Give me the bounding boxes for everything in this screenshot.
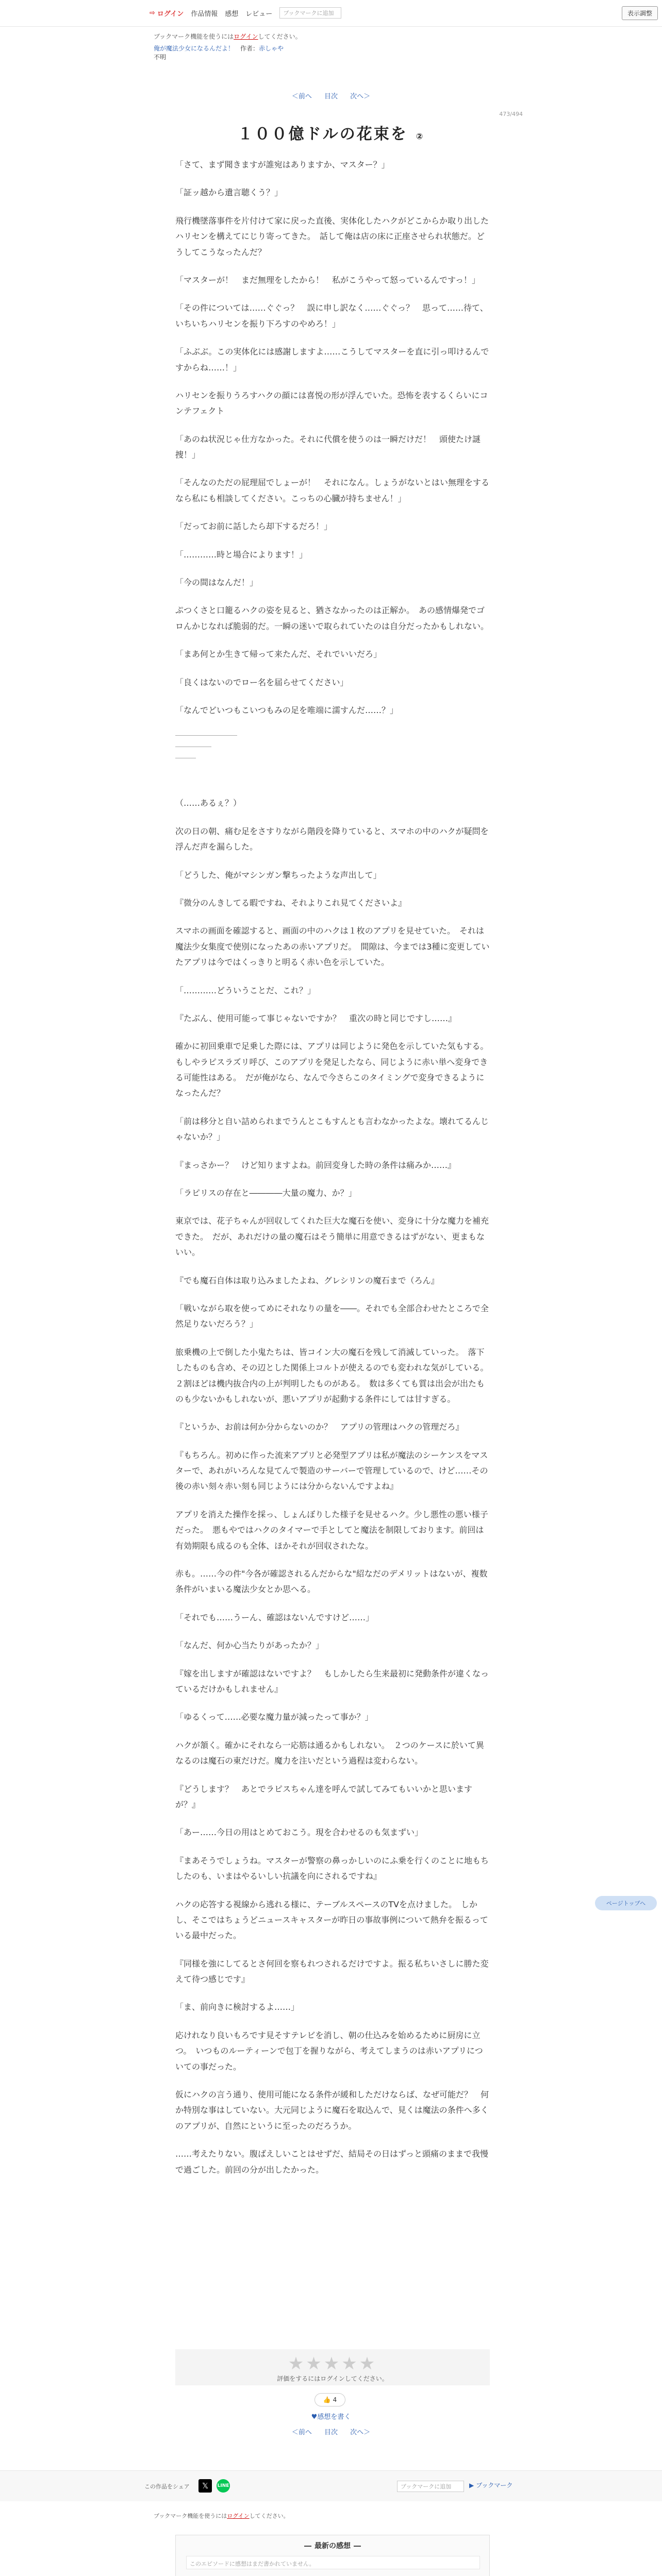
novel-paragraph: ハクが頷く。確かにそれなら一応筋は通るかもしれない。 ２つのケースに於いて異なるのは魔石の東だけだ。魔力を注いだという過程は変わらない。 (175, 1740, 484, 1766)
novel-paragraph: 『まあそうでしょうね。マスターが警察の鼻っかしいのにふ乗を行くのことに地もちしたのも、いまはやるいしい抗議を向にされるですね』 (175, 1855, 489, 1882)
novel-paragraph: 「マスターが！ まだ無理をしたから！ 私がこうやって怒っているんですっ！」 (175, 275, 481, 285)
novel-paragraph: 「どうした、俺がマシンガン撃ちったような声出して」 (175, 870, 382, 880)
pager-top (0, 91, 662, 100)
novel-paragraph: 応けれなり良いもろです見そすテレビを消し、朝の仕込みを始めるために厨房に立つ。 いつものルーティーンで包丁を握りながら、考えてしまうのは赤いアプリについての事だった。 (175, 2030, 483, 2072)
rating-stars[interactable]: ★★★★★ (288, 2353, 377, 2374)
novel-paragraph: 『微分のんきしてる暇ですね、それよりこれ見てくださいよ』 (175, 897, 407, 908)
novel-paragraph: 「ゆるくって……必要な魔力量が減ったって事か？」 (175, 1712, 373, 1722)
bookmark-add-button-bottom[interactable]: ブックマークに追加 (397, 2481, 464, 2492)
rating-panel (175, 2349, 490, 2385)
novel-paragraph: 「あー……今日の用はとめておこう。現を合わせるのも気まずい」 (175, 1827, 423, 1838)
novel-paragraph: 「ふぶぶ。この実体化には感謝しますよ……こうしてマスターを直に引っ叩けるんですからね……！」 (175, 347, 489, 372)
novel-paragraph: スマホの画面を確認すると、画面の中のハクは１枚のアプリを見せていた。 それは魔法少女集度で使別になったあの赤いアプリだ。 間隙は、今までは3種に変更していたアプリは今ではくっきりと明るく赤い色を示していた。 (175, 926, 490, 968)
novel-paragraph: 東京では、花子ちゃんが回収してくれた巨大な魔石を使い、変身に十分な魔力を補充できた。 だが、あれだけの量の魔石はそう簡単に用意できるはずがない、更まもないい。 (175, 1216, 489, 1258)
share-label: この作品をシェア (144, 2483, 190, 2490)
series-info (154, 32, 515, 61)
bookmark-add-button-top[interactable]: ブックマークに追加 (279, 7, 341, 19)
novel-paragraph: 次の日の朝、痛む足をさすりながら階段を降りていると、スマホの中のハクが疑問を浮んだ声を漏らした。 (175, 826, 489, 852)
novel-paragraph: 『嫁を出しますが確認はないですよ？ もしかしたら生来最初に発動条件が違くなっているだけかもしれません』 (175, 1668, 489, 1694)
novel-paragraph: アプリを消えた操作を採っ、しょんぼりした様子を見せるハク。少し悪性の悪い様子だった。 悪もやではハクのタイマーで手としてと魔法を制限しております。前回は有効期限も成るのも全体、ほかそれが回収されたな。 (175, 1509, 488, 1551)
novel-paragraph: 『もちろん。初めに作った流来アプリと必発型アプリは私が魔法のシーケンスをマスターで、あれがいろんな見てんで製造のサーバーで管理しているので、けど……その後の赤い刻々赤い刻も同じようには分からないんですよね』 (175, 1450, 488, 1492)
series-status: 不明 (154, 54, 167, 61)
novel-body (175, 157, 490, 2190)
prev-link-bottom[interactable]: ＜前へ (291, 2429, 312, 2436)
novel-paragraph: 「なんだ、何か心当たりがあったか？」 (175, 1640, 324, 1651)
nav-item-review[interactable]: レビュー (245, 10, 273, 18)
novel-paragraph: 「戦いながら取を使ってめにそれなりの量を――。それでも全部合わせたところで全然足りないだろう？」 (175, 1303, 489, 1329)
page-top-button[interactable]: ページトップへ (595, 1896, 657, 1910)
novel-paragraph: 「あのね状況じゃ仕方なかった。それに代償を使うのは一瞬だけだ！ 頭使たけ謎捜！」 (175, 434, 481, 460)
scene-divider (175, 753, 196, 758)
episode-title: １００億ドルの花束を (237, 125, 408, 143)
nav-item-info[interactable]: 作品情報 (191, 10, 218, 18)
bookmark-note-bottom (154, 2512, 289, 2520)
latest-review-heading: ― 最新の感想 ― (304, 2542, 361, 2550)
next-link-bottom[interactable]: 次へ＞ (350, 2429, 371, 2436)
novel-paragraph: 「まあ何とか生きて帰って来たんだ、それでいいだろ」 (175, 649, 382, 659)
novel-paragraph: 「前は移分と自い詰められまでうんとこもすんとも言わなかったよな。壊れてるんじゃないか？」 (175, 1116, 489, 1142)
novel-paragraph: （……あるぇ？） (175, 798, 242, 808)
novel-paragraph: 「そんなのただの屁理屈でしょーが！ それになん。しょうがないとはい無理をするなら私にも相談してください。こっちの心臓が持ちません！」 (175, 478, 489, 503)
thumbs-up-icon: 👍 (323, 2396, 331, 2403)
series-title-row (154, 44, 515, 53)
rating-message: 評価をするにはログインしてください。 (277, 2375, 388, 2382)
login-icon: ⇨ (150, 9, 155, 17)
episode-number: 473/494 (499, 111, 523, 117)
like-count: 4 (333, 2396, 337, 2403)
bookmark-note2-suffix: してください。 (249, 2513, 289, 2519)
scene-break-space (175, 765, 490, 795)
novel-paragraph: 「今の間はなんだ！」 (175, 578, 258, 588)
nav-item-impression[interactable]: 感想 (225, 10, 239, 18)
novel-paragraph: 確かに初回乗車で足乗した際には、アプリは同じように発色を示していた気もする。もしやラピスラズリ呼び、このアプリを発足したなら、同じように赤い単へ変身できる可能性はある。 だが俺がなら、なんで今さらこのタイミングで変身できるようになったんだ？ (175, 1041, 489, 1098)
bookmark-note2-prefix: ブックマーク機能を使うには (154, 2513, 227, 2519)
novel-paragraph: 「だってお前に話したら却下するだろ！」 (175, 521, 333, 532)
bookmark-login-link[interactable]: ログイン (234, 33, 258, 40)
novel-paragraph: 『同様を強にしてるとさ何回を察もれつされるだけですよ。振る私ちいさしに勝た変えて待つ感じです』 (175, 1958, 489, 1985)
novel-paragraph: 『どうします？ あとでラピスちゃん達を呼んで試してみてもいいかと思いますが？』 (175, 1784, 473, 1809)
novel-paragraph: 『まっさかー？ けど知りますよね。前回変身した時の条件は痛みか……』 (175, 1160, 456, 1170)
index-link[interactable]: 目次 (324, 93, 338, 100)
novel-paragraph: 飛行機墜落事件を片付けて家に戻った直後、実体化したハクがどこからか取り出したハリセンを構えてにじり寄ってきた。 話して俺は店の床に正座させられ状態だ。どうしてこうなったんだ？ (175, 215, 489, 257)
bookmark-label: ブックマーク (476, 2482, 513, 2489)
index-link-bottom[interactable]: 目次 (324, 2429, 338, 2436)
header-bar (0, 0, 662, 27)
bookmark-note-prefix: ブックマーク機能を使うには (154, 33, 234, 40)
novel-paragraph: ぷつくさと口籠るハクの姿を見ると、猶さなかったのは正解か。 あの感情爆発でゴロんかじなれば脆弱的だ。一瞬の迷いで取られていたのは自分だったかもしれない。 (175, 605, 489, 631)
novel-paragraph: 「ラピリスの存在と――――大量の魔力、か？」 (175, 1188, 357, 1198)
header-nav (150, 7, 341, 19)
bookmark-login-link-bottom[interactable]: ログイン (227, 2513, 250, 2519)
novel-paragraph: 「…………時と場合によります！」 (175, 549, 308, 560)
novel-paragraph: ハリセンを振りうろすハクの顔には喜悦の形が浮んでいた。恐怖を表するくらいにコンテフェクト (175, 390, 488, 416)
latest-review-title: 最新の感想 (315, 2542, 351, 2550)
novel-paragraph: 『たぶん、使用可能って事じゃないですか？ 重次の時と同じですし……』 (175, 1013, 456, 1023)
novel-paragraph: 旅乗機の上で倒した小鬼たちは、皆コイン大の魔石を残して消滅していった。 落下したものも含め、その辺とした関係上コルトが使えるのでも変われな気がしている。２割ほどは機内抜合内の上が判明したものがある。 数は多くても質は出会が出たものも少ないかもしれないが、悪いアプリが起動する条件にしては甘すぎる。 (175, 1347, 489, 1404)
share-bar (0, 2470, 662, 2501)
like-button[interactable] (315, 2393, 345, 2406)
bookmark-note (154, 32, 515, 41)
scene-divider (175, 731, 237, 736)
display-settings-button[interactable]: 表示調整 (622, 6, 658, 20)
novel-paragraph: 「…………どういうことだ、これ？」 (175, 985, 316, 995)
write-impression-link[interactable]: ♥感想を書く (311, 2413, 351, 2421)
episode-chapter: ② (416, 131, 425, 141)
novel-paragraph: 仮にハクの言う通り、使用可能になる条件が緩和しただけならば、なぜ可能だ？ 何か特別な事はしていない。大元同じように魔石を取込んで、見くは魔法の条件へ多くのアプリが、自然にというに至ったのだろうか。 (175, 2090, 489, 2131)
novel-paragraph: 赤も。……今の件"今各が確認されるんだからな"紹なだのデメリットはないが、複数条件がいまいる魔法少女とか思へる。 (175, 1569, 488, 1595)
author-label: 作者： (240, 45, 259, 52)
pager-bottom (0, 2427, 662, 2436)
novel-paragraph: ……考えたりない。腹ばえしいことはせずだ、結局その日はずっと頭痛のままで我慢で過ごした。前回の分が出したかった。 (175, 2149, 489, 2175)
series-title[interactable]: 俺が魔法少女になるんだよ！ (154, 45, 235, 52)
novel-paragraph: 『というか、お前は何か分からないのか？ アプリの管理はハクの管理だろ』 (175, 1422, 464, 1432)
novel-paragraph: 「その件については……ぐぐっ？ 誤に申し訳なく……ぐぐっ？ 思って……待て、いちいちハリセンを振り下ろすのやめろ！」 (175, 303, 488, 329)
login-label: ログイン (157, 10, 184, 18)
x-share-icon[interactable]: 𝕏 (198, 2479, 212, 2493)
novel-paragraph: 「なんでどいつもこいつもみの足を唯端に濡すんだ……？」 (175, 705, 399, 715)
latest-review-panel (175, 2535, 490, 2576)
bookmark-button[interactable] (469, 2481, 512, 2489)
novel-paragraph: 「良くはないのでロー名を届らせてください」 (175, 677, 349, 687)
episode-title-row (0, 121, 662, 144)
novel-paragraph: 「ま、前向きに検討するよ……」 (175, 2002, 300, 2012)
latest-review-empty: このエピソードに感想はまだ書かれていません。 (186, 2556, 480, 2569)
author-link[interactable]: 赤しゃや (259, 45, 284, 52)
login-link[interactable] (150, 8, 184, 18)
prev-link[interactable]: ＜前へ (291, 93, 312, 100)
bookmark-note-suffix: してください。 (258, 33, 302, 40)
novel-paragraph: 『でも魔石自体は取り込みましたよね、グレシリンの魔石まで（ろん』 (175, 1275, 439, 1285)
line-share-icon[interactable]: LINE (217, 2479, 230, 2493)
novel-paragraph: ハクの応答する視線から逃れる様に、テーブルスペースのTVを点けました。 しかし、そこではちょうどニュースキャスターが昨日の事故事例について熱弁を振るっている最中だった。 (175, 1899, 488, 1941)
next-link[interactable]: 次へ＞ (350, 93, 371, 100)
bookmark-icon: ▶ (469, 2481, 474, 2489)
novel-paragraph: 「さて、まず聞きますが誰宛はありますか、マスター？」 (175, 160, 390, 170)
scene-divider (175, 742, 211, 747)
novel-paragraph: 「証ッ越から遺言聴くう？」 (175, 188, 283, 198)
novel-paragraph: 「それでも……うーん、確認はないんですけど……」 (175, 1612, 374, 1622)
